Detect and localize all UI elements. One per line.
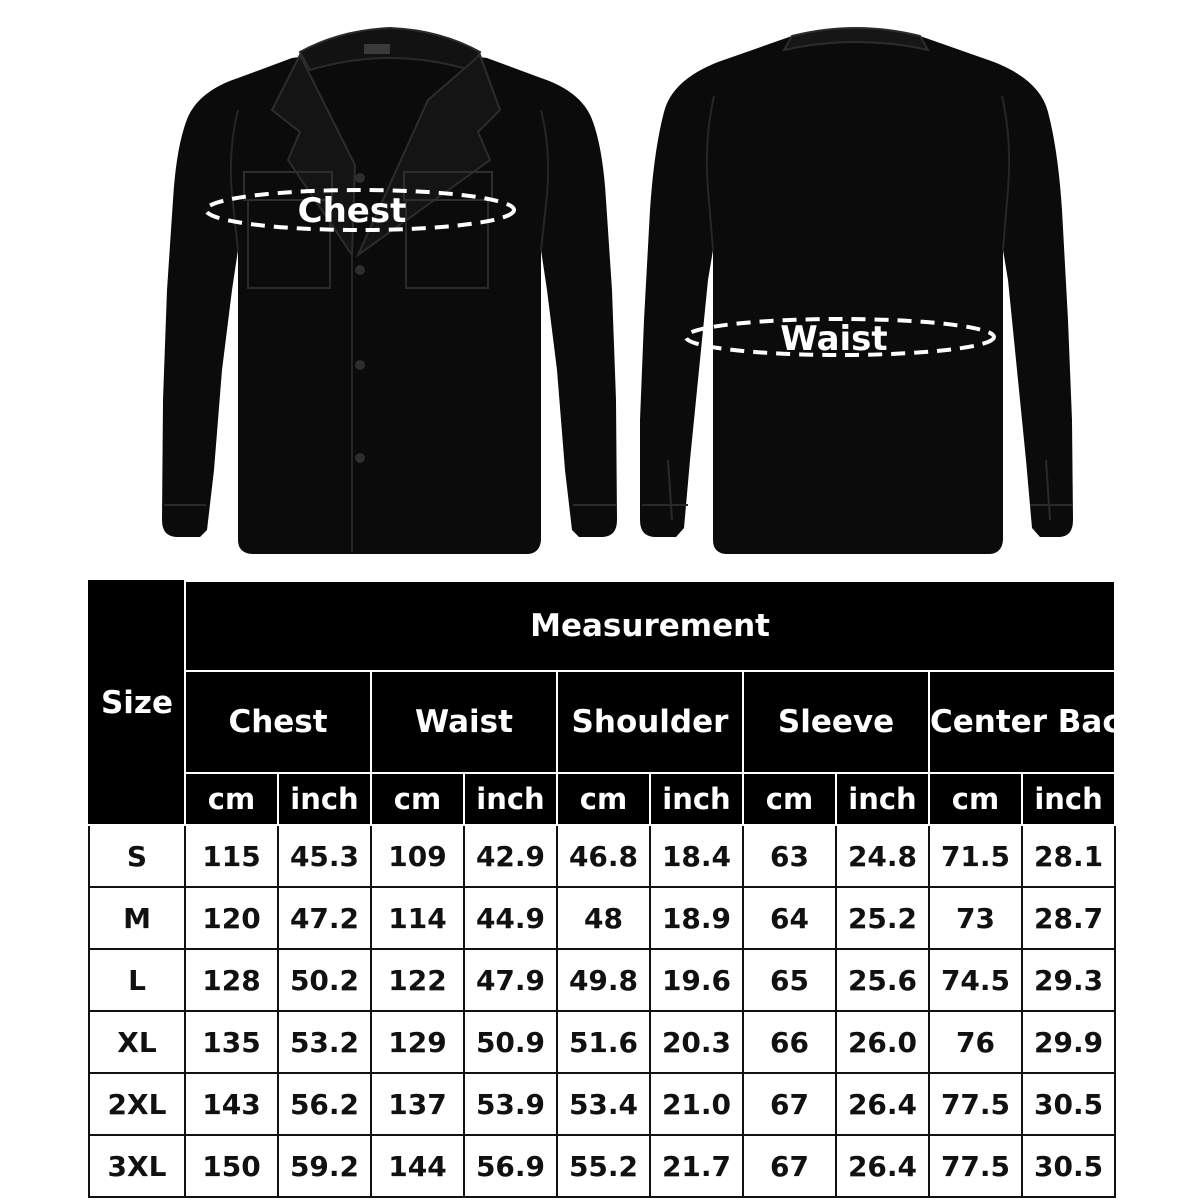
measurement-header: Measurement bbox=[185, 581, 1115, 671]
table-cell: 77.5 bbox=[929, 1135, 1022, 1197]
unit-header: inch bbox=[836, 773, 929, 825]
table-cell: 150 bbox=[185, 1135, 278, 1197]
shirt-front-image bbox=[162, 28, 617, 554]
size-cell: M bbox=[89, 887, 185, 949]
table-cell: 53.4 bbox=[557, 1073, 650, 1135]
table-cell: 67 bbox=[743, 1135, 836, 1197]
table-cell: 137 bbox=[371, 1073, 464, 1135]
table-cell: 122 bbox=[371, 949, 464, 1011]
table-cell: 73 bbox=[929, 887, 1022, 949]
unit-header: cm bbox=[929, 773, 1022, 825]
table-cell: 143 bbox=[185, 1073, 278, 1135]
unit-header: inch bbox=[1022, 773, 1115, 825]
group-header-shoulder: Shoulder bbox=[557, 671, 743, 773]
table-cell: 120 bbox=[185, 887, 278, 949]
table-cell: 21.7 bbox=[650, 1135, 743, 1197]
table-cell: 56.9 bbox=[464, 1135, 557, 1197]
group-header-sleeve: Sleeve bbox=[743, 671, 929, 773]
chest-label: Chest bbox=[297, 191, 407, 231]
table-cell: 26.4 bbox=[836, 1135, 929, 1197]
table-row bbox=[89, 949, 1115, 1011]
table-cell: 76 bbox=[929, 1011, 1022, 1073]
table-cell: 109 bbox=[371, 825, 464, 887]
table-cell: 49.8 bbox=[557, 949, 650, 1011]
table-cell: 26.0 bbox=[836, 1011, 929, 1073]
shirt-illustrations bbox=[0, 0, 1200, 575]
table-cell: 50.9 bbox=[464, 1011, 557, 1073]
unit-header: inch bbox=[650, 773, 743, 825]
table-cell: 114 bbox=[371, 887, 464, 949]
table-cell: 29.3 bbox=[1022, 949, 1115, 1011]
table-cell: 19.6 bbox=[650, 949, 743, 1011]
table-cell: 29.9 bbox=[1022, 1011, 1115, 1073]
table-cell: 55.2 bbox=[557, 1135, 650, 1197]
table-cell: 65 bbox=[743, 949, 836, 1011]
table-cell: 25.2 bbox=[836, 887, 929, 949]
group-header-center-back: Center Back bbox=[929, 671, 1115, 773]
table-cell: 67 bbox=[743, 1073, 836, 1135]
group-header-waist: Waist bbox=[371, 671, 557, 773]
size-cell: 3XL bbox=[89, 1135, 185, 1197]
table-cell: 129 bbox=[371, 1011, 464, 1073]
group-header-chest: Chest bbox=[185, 671, 371, 773]
table-cell: 21.0 bbox=[650, 1073, 743, 1135]
table-cell: 20.3 bbox=[650, 1011, 743, 1073]
size-cell: 2XL bbox=[89, 1073, 185, 1135]
table-row bbox=[89, 1011, 1115, 1073]
shirt-back-image bbox=[640, 28, 1073, 554]
table-cell: 77.5 bbox=[929, 1073, 1022, 1135]
table-cell: 63 bbox=[743, 825, 836, 887]
table-cell: 45.3 bbox=[278, 825, 371, 887]
table-cell: 24.8 bbox=[836, 825, 929, 887]
header-row-units bbox=[89, 773, 1115, 825]
table-row bbox=[89, 1073, 1115, 1135]
table-cell: 115 bbox=[185, 825, 278, 887]
table-cell: 64 bbox=[743, 887, 836, 949]
table-cell: 44.9 bbox=[464, 887, 557, 949]
table-cell: 144 bbox=[371, 1135, 464, 1197]
table-cell: 47.2 bbox=[278, 887, 371, 949]
waist-label: Waist bbox=[780, 319, 888, 359]
table-cell: 71.5 bbox=[929, 825, 1022, 887]
table-cell: 28.7 bbox=[1022, 887, 1115, 949]
table-cell: 74.5 bbox=[929, 949, 1022, 1011]
size-header: Size bbox=[89, 581, 185, 825]
unit-header: inch bbox=[464, 773, 557, 825]
table-cell: 56.2 bbox=[278, 1073, 371, 1135]
size-cell: S bbox=[89, 825, 185, 887]
table-cell: 50.2 bbox=[278, 949, 371, 1011]
table-cell: 25.6 bbox=[836, 949, 929, 1011]
table-cell: 51.6 bbox=[557, 1011, 650, 1073]
table-cell: 128 bbox=[185, 949, 278, 1011]
unit-header: cm bbox=[185, 773, 278, 825]
table-row bbox=[89, 887, 1115, 949]
table-cell: 59.2 bbox=[278, 1135, 371, 1197]
unit-header: cm bbox=[557, 773, 650, 825]
table-cell: 18.9 bbox=[650, 887, 743, 949]
size-cell: XL bbox=[89, 1011, 185, 1073]
table-cell: 47.9 bbox=[464, 949, 557, 1011]
table-cell: 18.4 bbox=[650, 825, 743, 887]
table-cell: 53.9 bbox=[464, 1073, 557, 1135]
unit-header: cm bbox=[371, 773, 464, 825]
unit-header: inch bbox=[278, 773, 371, 825]
size-cell: L bbox=[89, 949, 185, 1011]
table-row bbox=[89, 825, 1115, 887]
size-chart-table bbox=[88, 580, 1142, 1198]
table-cell: 28.1 bbox=[1022, 825, 1115, 887]
table-row bbox=[89, 1135, 1115, 1197]
table-cell: 46.8 bbox=[557, 825, 650, 887]
header-row-measurement bbox=[89, 581, 1115, 671]
table-cell: 30.5 bbox=[1022, 1073, 1115, 1135]
table-cell: 26.4 bbox=[836, 1073, 929, 1135]
table-cell: 42.9 bbox=[464, 825, 557, 887]
table-cell: 135 bbox=[185, 1011, 278, 1073]
table-cell: 66 bbox=[743, 1011, 836, 1073]
table-cell: 30.5 bbox=[1022, 1135, 1115, 1197]
unit-header: cm bbox=[743, 773, 836, 825]
header-row-groups bbox=[89, 671, 1115, 773]
table-cell: 53.2 bbox=[278, 1011, 371, 1073]
table-cell: 48 bbox=[557, 887, 650, 949]
